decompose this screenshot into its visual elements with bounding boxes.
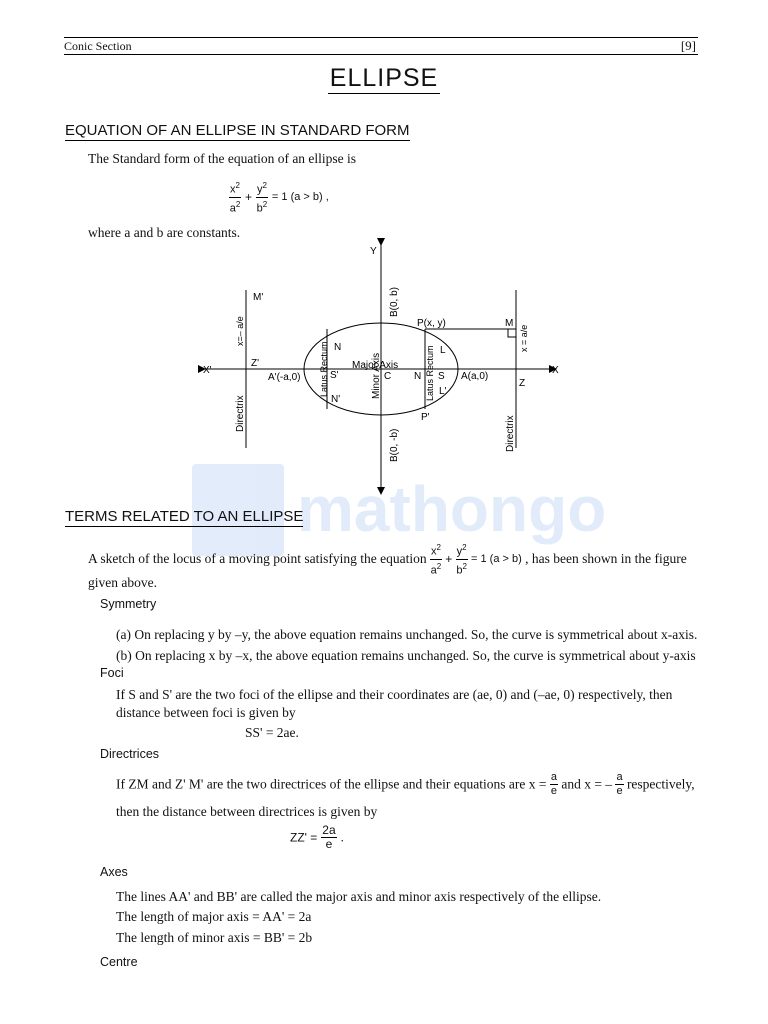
subheading-foci: Foci xyxy=(100,666,124,680)
neg-a-over-e-fraction: $\frac{a}{e}$ xyxy=(616,771,623,797)
directrices-line2: then the distance between directrices is given by xyxy=(116,804,378,819)
symmetry-a: (a) On replacing y by –y, the above equation remains unchanged. So, the curve is symmetrical about x-axis. xyxy=(116,627,698,642)
axes-line2: The length of major axis = AA' = 2a xyxy=(116,909,312,924)
b-top-label: B(0, b) xyxy=(389,286,400,317)
header-chapter: Conic Section xyxy=(64,39,132,53)
b-bottom-label: B(0, -b) xyxy=(389,428,400,462)
x2-over-a2: $\frac{x^2}{a^2}$ xyxy=(229,181,241,215)
x-axis-label: X xyxy=(552,365,559,376)
section-heading-terms: TERMS RELATED TO AN ELLIPSE xyxy=(65,508,304,525)
major-axis-label: Major Axis xyxy=(352,360,399,371)
m-prime-label: M' xyxy=(253,292,264,303)
centre-label: C xyxy=(384,371,392,382)
n-left-label: N xyxy=(334,342,342,353)
p-label: P(x, y) xyxy=(417,318,446,329)
y2-over-b2: $\frac{y^2}{b^2}$ xyxy=(256,181,268,215)
subheading-centre: Centre xyxy=(100,955,138,969)
axes-line1: The lines AA' and BB' are called the major axis and minor axis respectively of the ellipse. xyxy=(116,889,602,904)
page-number: [9] xyxy=(680,38,696,53)
subheading-axes: Axes xyxy=(100,865,128,879)
latus-rectum-left-label: Latus Rectum xyxy=(319,341,329,397)
z-label: Z xyxy=(519,378,526,389)
symmetry-b: (b) On replacing x by –x, the above equation remains unchanged. So, the curve is symmetrical about y-axis xyxy=(116,648,696,663)
a-over-e-fraction: $\frac{a}{e}$ xyxy=(550,771,557,797)
constants-note: where a and b are constants. xyxy=(88,225,241,240)
sketch-x2-over-a2: $\frac{x^2}{a^2}$ xyxy=(430,543,442,577)
foci-line1: If S and S' are the two foci of the ellipse and their coordinates are (ae, 0) and (–ae, 0) respectively, then xyxy=(116,687,673,702)
watermark-text: mathongo xyxy=(297,473,607,545)
foci-equation: SS' = 2ae. xyxy=(245,725,299,740)
foci-line2: distance between foci is given by xyxy=(116,705,296,720)
s-label: S xyxy=(438,371,445,382)
s-prime-label: S' xyxy=(330,370,339,381)
n-right-label: N xyxy=(414,371,422,382)
directrix-right-equation: x = a/e xyxy=(519,324,529,352)
l-label: L xyxy=(440,345,446,356)
standard-equation: $\frac{x^2}{a^2}$ + $\frac{y^2}{b^2}$ = 1 (a > b) , xyxy=(229,181,329,215)
sketch-sentence-line2: given above. xyxy=(88,575,157,590)
page-title: ELLIPSE xyxy=(329,64,439,92)
directrix-right-label: Directrix xyxy=(505,415,516,452)
sketch-sentence: A sketch of the locus of a moving point satisfying the equation $\frac{x^2}{a^2}$ + $\frac{y^2}{b^2}$ = 1 (a > b) , has been shown in the figure xyxy=(88,543,687,577)
n-left-prime-label: N' xyxy=(331,394,341,405)
standard-form-intro: The Standard form of the equation of an ellipse is xyxy=(88,151,357,166)
directrix-left-equation: x=– a/e xyxy=(235,316,245,346)
a-prime-label: A'(-a,0) xyxy=(268,372,301,383)
minor-axis-label: Minor Axis xyxy=(371,352,382,399)
l-prime-label: L' xyxy=(439,386,447,397)
standard-equation-rhs: = 1 (a > b) , xyxy=(271,191,329,204)
y-axis-label: Y xyxy=(370,246,377,257)
2a-over-e-fraction: $\frac{2a}{e}$ xyxy=(322,823,336,851)
latus-rectum-right-label: Latus Rectum xyxy=(425,345,435,401)
m-label: M xyxy=(505,318,514,329)
zz-equation: ZZ' = $\frac{2a}{e}$ . xyxy=(290,823,344,851)
sketch-y2-over-b2: $\frac{y^2}{b^2}$ xyxy=(456,543,467,577)
subheading-directrices: Directrices xyxy=(100,747,160,761)
a-label: A(a,0) xyxy=(461,371,489,382)
section-heading-standard-form: EQUATION OF AN ELLIPSE IN STANDARD FORM xyxy=(65,122,410,139)
x-neg-axis-label: X' xyxy=(203,365,212,376)
p-prime-label: P' xyxy=(421,412,430,423)
right-angle-mark xyxy=(508,329,516,337)
subheading-symmetry: Symmetry xyxy=(100,597,157,611)
z-prime-label: Z' xyxy=(251,358,260,369)
axes-line3: The length of minor axis = BB' = 2b xyxy=(116,930,313,945)
directrix-left-label: Directrix xyxy=(235,395,246,432)
directrices-line1: If ZM and Z' M' are the two directrices of the ellipse and their equations are x = $\frac{a}{e}$ and x = – $\frac{a}{e}$ respectively, xyxy=(116,771,695,797)
